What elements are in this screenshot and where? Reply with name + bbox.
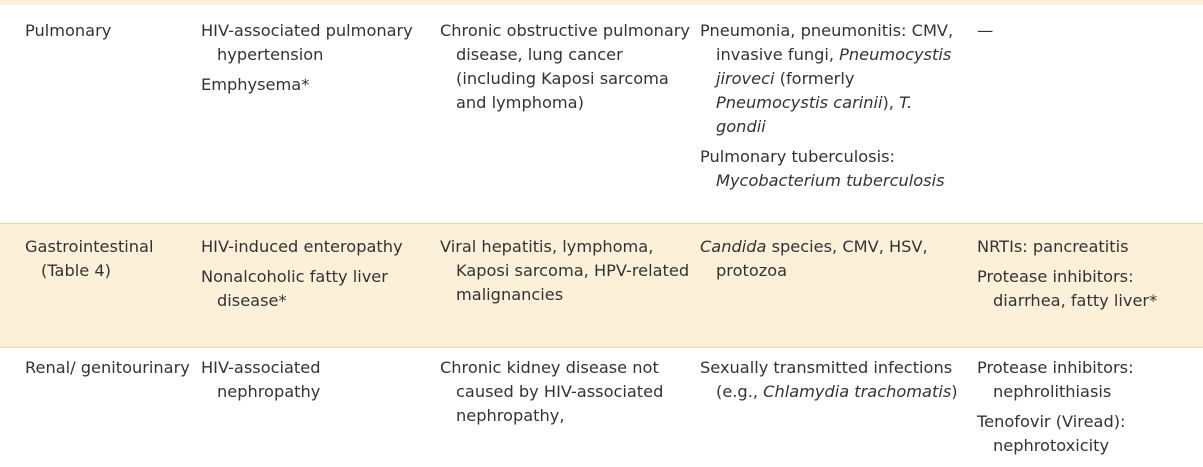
hiv-related-cell: [201, 356, 426, 404]
infection-text: species, CMV, HSV, protozoa: [716, 237, 928, 280]
drug-entry: Protease inhibitors: nephrolithiasis: [977, 358, 1134, 401]
drug-entry: NRTIs: pancreatitis: [977, 237, 1129, 256]
hiv-entry: Nonalcoholic fatty liver disease*: [201, 267, 388, 310]
drug-entry: Tenofovir (Viread): nephrotoxicity: [977, 412, 1126, 455]
infection-cell: [700, 235, 965, 283]
chronic-entry: Chronic obstructive pulmonary disease, lung cancer (including Kaposi sarcoma and lymphoma): [440, 21, 690, 112]
table-row-renal: [0, 348, 1203, 467]
chronic-cell: [440, 19, 690, 115]
organism-name: Chlamydia trachomatis: [763, 382, 952, 401]
drug-entry: —: [977, 21, 994, 40]
infection-entry: [700, 145, 965, 193]
hiv-entry: HIV-induced enteropathy: [201, 237, 403, 256]
system-label: Renal/ genitourinary: [25, 358, 190, 377]
infection-entry: [700, 356, 965, 404]
infection-text: (formerly: [774, 69, 855, 88]
hiv-entry: Emphysema*: [201, 75, 310, 94]
drug-cell: [977, 19, 1197, 43]
infection-entry: [700, 19, 965, 139]
organism-name: T. gondii: [716, 93, 913, 136]
chronic-entry: Viral hepatitis, lymphoma, Kaposi sarcoma, HPV-related malignancies: [440, 237, 690, 304]
chronic-cell: [440, 356, 690, 428]
hiv-entry: HIV-associated nephropathy: [201, 358, 321, 401]
hiv-entry: HIV-associated pulmonary hypertension: [201, 21, 413, 64]
system-label: Pulmonary: [25, 21, 112, 40]
hiv-related-cell: [201, 235, 426, 313]
infection-text: Pulmonary tuberculosis:: [700, 147, 895, 166]
infection-cell: [700, 19, 965, 193]
chronic-entry: Chronic kidney disease not caused by HIV-associated nephropathy,: [440, 358, 664, 425]
infection-text: ): [951, 382, 958, 401]
organism-name: Pneumocystis jiroveci: [716, 45, 952, 88]
drug-entry: Protease inhibitors: diarrhea, fatty liver*: [977, 267, 1158, 310]
organism-name: Mycobacterium tuberculosis: [716, 171, 945, 190]
organism-name: Pneumocystis carinii: [716, 93, 883, 112]
system-label: Gastrointestinal (Table 4): [25, 237, 154, 280]
infection-entry: [700, 235, 965, 283]
drug-cell: [977, 356, 1197, 458]
system-cell: [25, 235, 190, 283]
system-cell: [25, 356, 190, 380]
infection-text: ),: [882, 93, 900, 112]
chronic-cell: [440, 235, 690, 307]
drug-cell: [977, 235, 1197, 313]
system-cell: [25, 19, 190, 43]
hiv-related-cell: [201, 19, 426, 97]
organism-name: Candida: [700, 237, 767, 256]
infection-text: Pneumonia, pneumonitis: CMV, invasive fungi,: [700, 21, 954, 64]
table-row-pulmonary: [0, 5, 1203, 223]
table-row-gastrointestinal: [0, 224, 1203, 347]
infection-text: Sexually transmitted infections (e.g.,: [700, 358, 953, 401]
infection-cell: [700, 356, 965, 404]
